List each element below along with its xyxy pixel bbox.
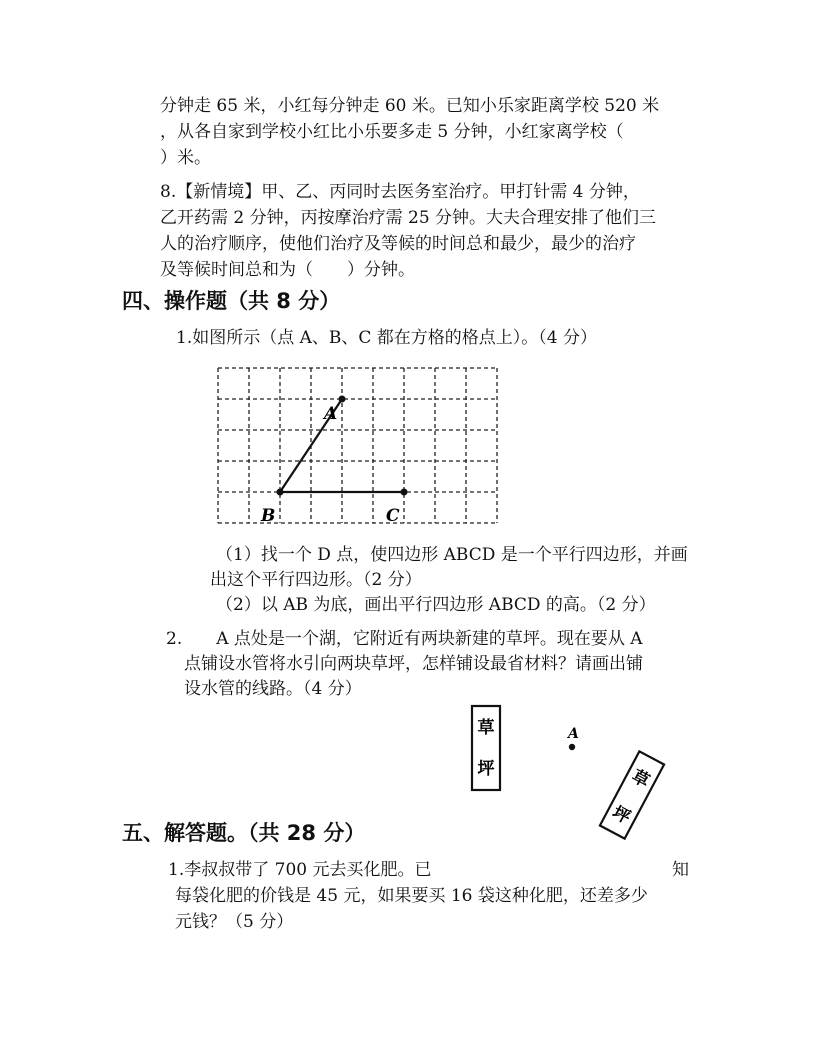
lawn-2 [600, 751, 664, 838]
s5-q1-line-3: 元钱？（5 分） [175, 912, 294, 932]
q7-line-3: ）米。 [160, 148, 211, 168]
lawn-2-char-2: 坪 [609, 802, 634, 829]
lawn-2-char-1: 草 [628, 766, 653, 792]
s4-q2-line-3: 设水管的线路。（4 分） [184, 679, 362, 699]
lake-point-a [569, 744, 575, 750]
s4-q1-intro: 1.如图所示（点 A、B、C 都在方格的格点上）。（4 分） [176, 328, 598, 348]
q8-line-1: 8.【新情境】甲、乙、丙同时去医务室治疗。甲打针需 4 分钟， [160, 182, 640, 202]
q7-line-2: ，从各自家到学校小红比小乐要多走 5 分钟，小红家离学校（ [160, 122, 624, 142]
lawn-1-char-1: 草 [477, 718, 495, 738]
label-c: C [386, 506, 400, 526]
point-c [401, 489, 408, 496]
s5-q1-line-2: 每袋化肥的价钱是 45 元，如果要买 16 袋这种化肥，还差多少 [175, 886, 648, 906]
s4-q2-line-2: 点铺设水管将水引向两块草坪，怎样铺设最省材料？请画出铺 [184, 654, 643, 674]
section-5-title: 五、解答题。（共 28 分） [122, 821, 366, 845]
s4-q1-sub1-line-2: 出这个平行四边形。（2 分） [210, 570, 422, 590]
grid-lines [218, 368, 497, 523]
lawn-figure [460, 700, 690, 845]
section-4-title: 四、操作题（共 8 分） [122, 289, 341, 313]
s4-q1-sub2: （2）以 AB 为底，画出平行四边形 ABCD 的高。（2 分） [216, 595, 656, 615]
lawn-2-outline [600, 751, 664, 838]
s4-q1-sub1-line-1: （1）找一个 D 点，使四边形 ABCD 是一个平行四边形，并画 [216, 545, 688, 565]
s5-q1-line-1-right: 知 [672, 860, 689, 880]
point-b [277, 489, 284, 496]
grid-figure [210, 360, 510, 535]
q7-line-1: 分钟走 65 米，小红每分钟走 60 米。已知小乐家距离学校 520 米 [160, 96, 660, 116]
lawn-1-char-2: 坪 [477, 759, 495, 779]
label-a: A [324, 404, 338, 424]
s5-q1-line-1-left: 1.李叔叔带了 700 元去买化肥。已 [168, 860, 432, 880]
label-b: B [261, 506, 276, 526]
q8-line-4: 及等候时间总和为（ ）分钟。 [160, 260, 415, 280]
lake-label-a: A [568, 726, 579, 742]
q8-line-2: 乙开药需 2 分钟，丙按摩治疗需 25 分钟。大夫合理安排了他们三 [160, 208, 657, 228]
point-a [339, 396, 346, 403]
s4-q2-line-1: 2. A 点处是一个湖，它附近有两块新建的草坪。现在要从 A [166, 629, 643, 649]
q8-line-3: 人的治疗顺序，使他们治疗及等候的时间总和最少，最少的治疗 [160, 234, 636, 254]
